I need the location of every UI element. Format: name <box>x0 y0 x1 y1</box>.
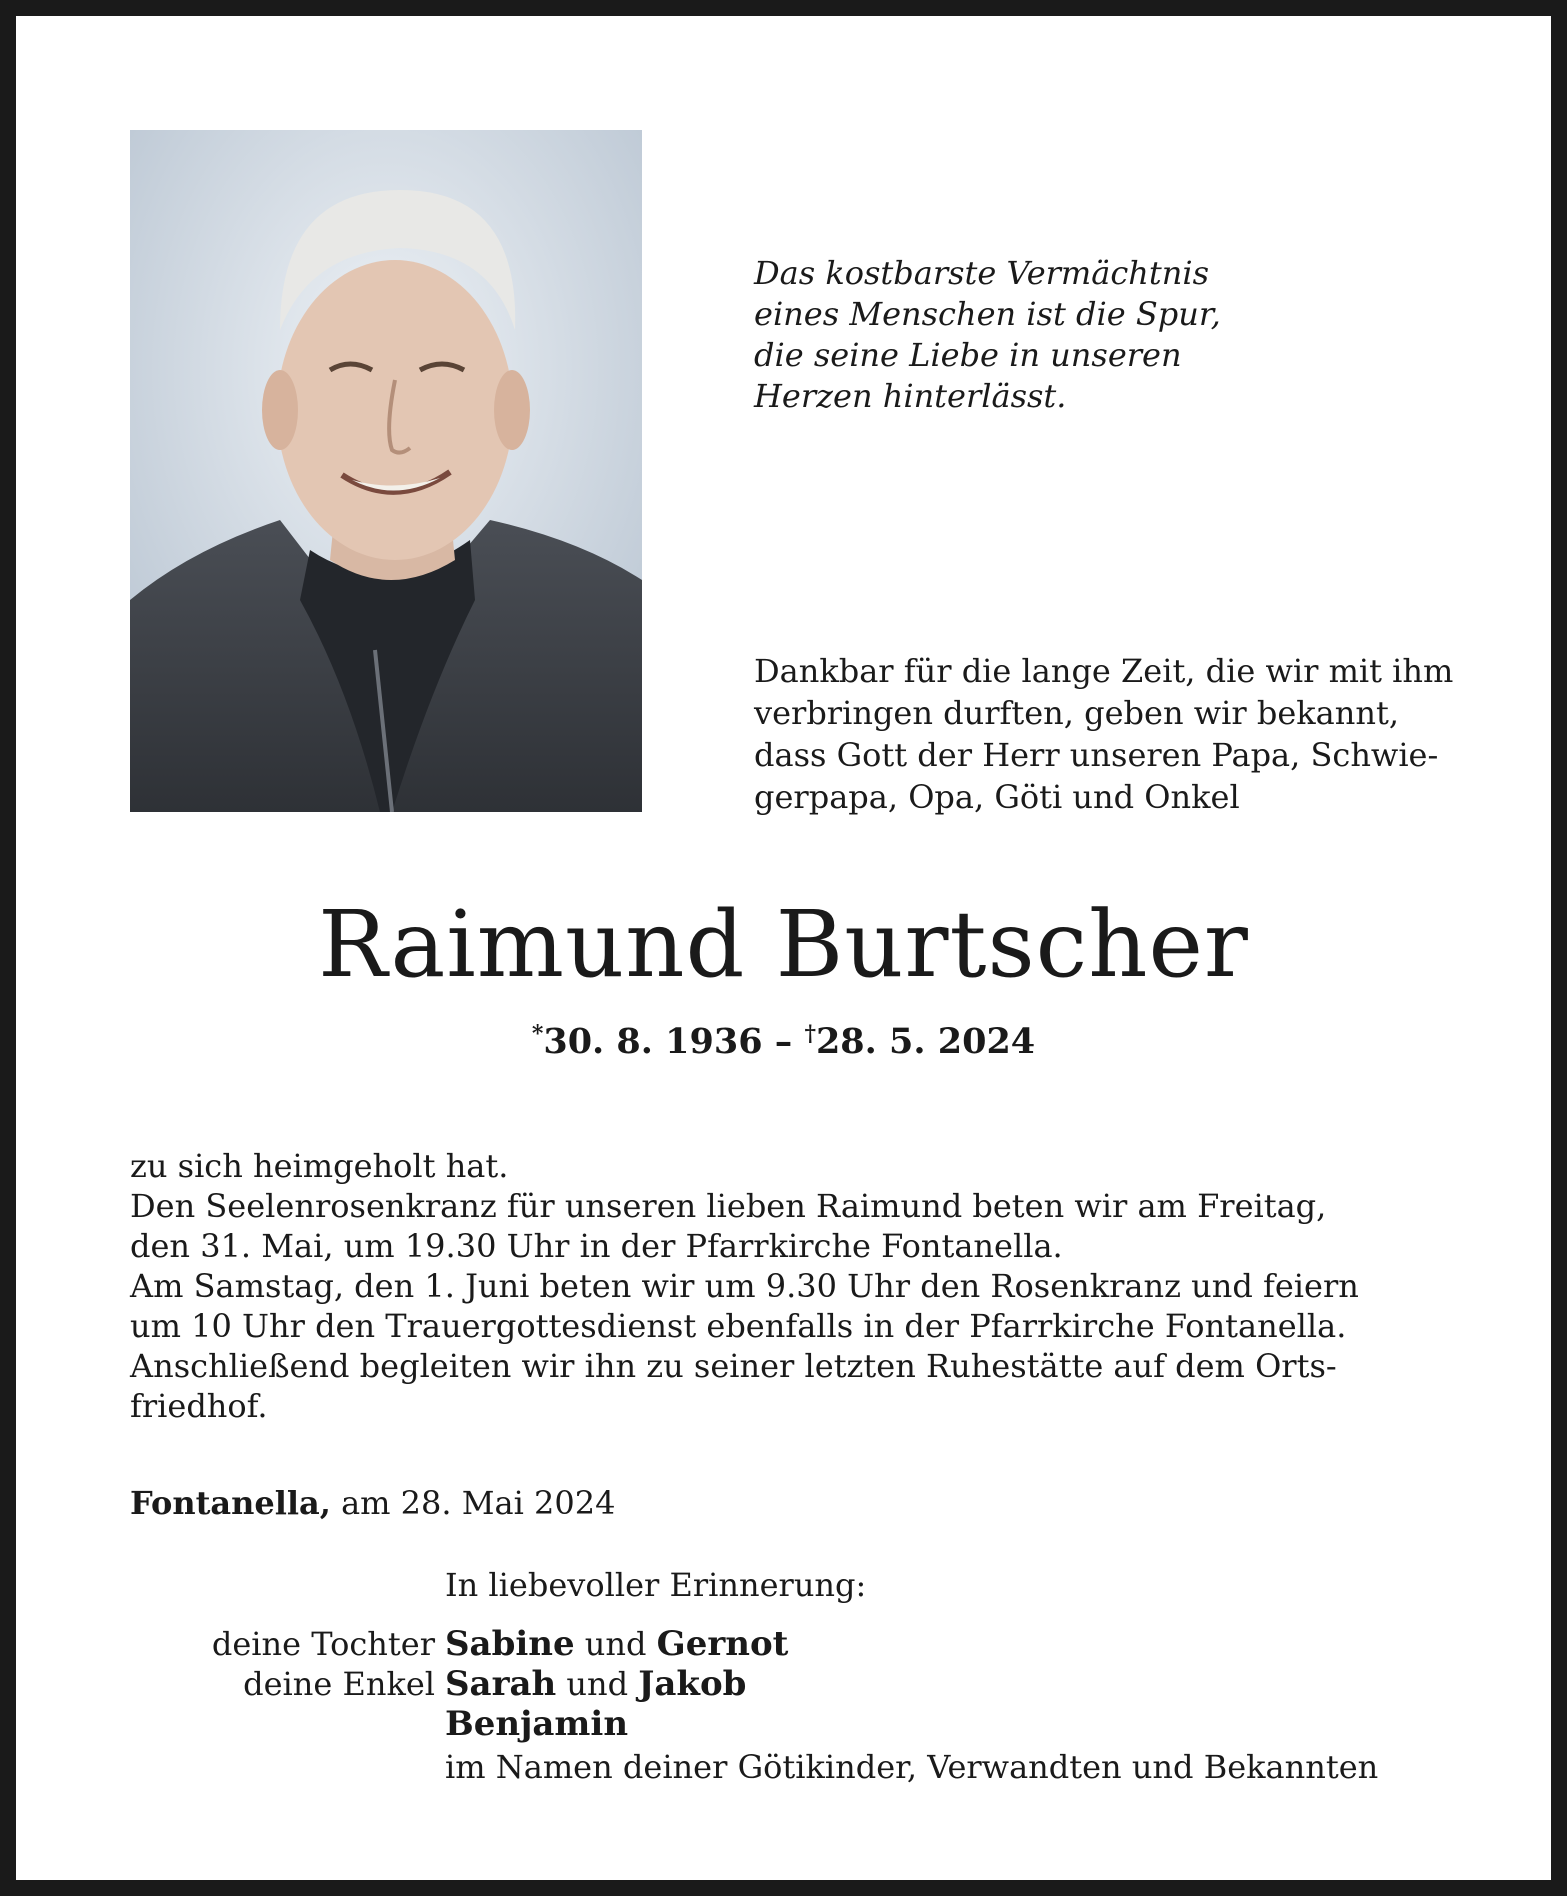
memorial-quote <box>754 253 1314 417</box>
place-name: Fontanella, <box>130 1484 331 1522</box>
relative-names <box>445 1664 746 1704</box>
relative-label: deine Enkel <box>243 1665 435 1703</box>
intro-line: dass Gott der Herr unseren Papa, Schwie- <box>754 736 1439 774</box>
date-separator: – <box>762 1021 805 1062</box>
birth-date: 30. 8. 1936 <box>543 1021 763 1062</box>
intro-line: Dankbar für die lange Zeit, die wir mit ihm <box>754 652 1454 690</box>
portrait-illustration <box>130 130 642 812</box>
notice-date: am 28. Mai 2024 <box>330 1484 616 1522</box>
relative-names <box>445 1624 788 1664</box>
closing-line: im Namen deiner Götikinder, Verwandten und Bekannten <box>445 1748 1379 1786</box>
body-line: um 10 Uhr den Trauergottesdienst ebenfalls in der Pfarrkirche Fontanella. <box>130 1307 1347 1345</box>
intro-line: verbringen durften, geben wir bekannt, <box>754 694 1399 732</box>
birth-symbol: * <box>531 1021 544 1047</box>
death-symbol: † <box>804 1021 816 1047</box>
deceased-name: Raimund Burtscher <box>318 891 1249 998</box>
body-line: friedhof. <box>130 1387 268 1425</box>
quote-line: Herzen hinterlässt. <box>754 377 1067 415</box>
quote-line: Das kostbarste Vermächtnis <box>754 254 1209 292</box>
relative-name: Gernot <box>656 1624 789 1664</box>
life-dates <box>0 1017 1567 1067</box>
name-joiner: und <box>556 1665 639 1703</box>
service-details <box>130 1146 1440 1426</box>
body-line: zu sich heimgeholt hat. <box>130 1147 509 1185</box>
name-joiner: und <box>574 1625 657 1663</box>
relative-name: Sarah <box>445 1664 557 1704</box>
relative-name: Sabine <box>445 1624 575 1664</box>
intro-line: gerpapa, Opa, Göti und Onkel <box>754 778 1240 816</box>
relative-name: Jakob <box>638 1664 747 1704</box>
place-and-date <box>130 1483 615 1523</box>
portrait-photo <box>130 130 642 812</box>
memory-heading: In liebevoller Erinnerung: <box>445 1566 867 1604</box>
announcement-intro <box>754 650 1454 818</box>
body-line: Am Samstag, den 1. Juni beten wir um 9.30 Uhr den Rosenkranz und feiern <box>130 1267 1359 1305</box>
relative-name: Benjamin <box>445 1704 629 1744</box>
death-date: 28. 5. 2024 <box>815 1021 1036 1062</box>
body-line: Anschließend begleiten wir ihn zu seiner letzten Ruhestätte auf dem Orts- <box>130 1347 1337 1385</box>
relative-names <box>445 1704 628 1744</box>
relative-label: deine Tochter <box>211 1625 435 1663</box>
body-line: Den Seelenrosenkranz für unseren lieben Raimund beten wir am Freitag, <box>130 1187 1327 1225</box>
quote-line: eines Menschen ist die Spur, <box>754 295 1221 333</box>
quote-line: die seine Liebe in unseren <box>754 336 1182 374</box>
body-line: den 31. Mai, um 19.30 Uhr in der Pfarrkirche Fontanella. <box>130 1227 1063 1265</box>
